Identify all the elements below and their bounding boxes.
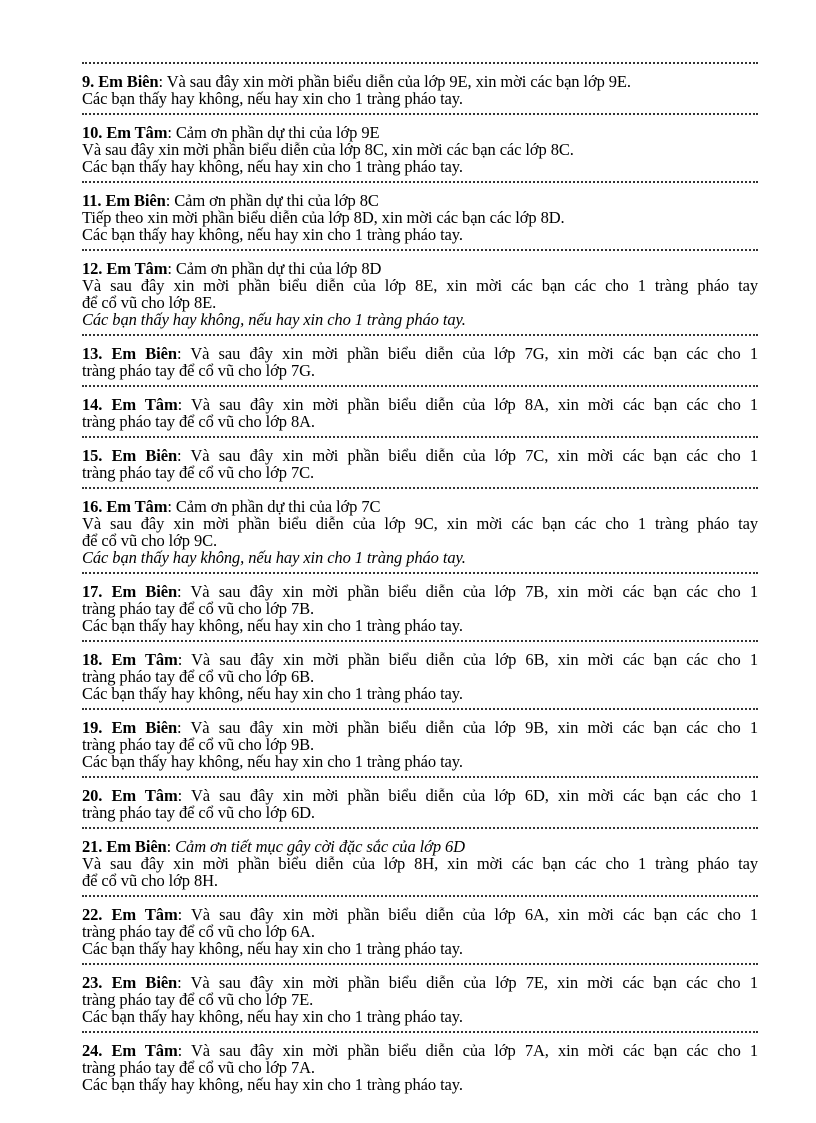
script-entry <box>82 889 758 957</box>
line-text: Các bạn thấy hay không, nếu hay xin cho 1 tràng pháo tay. <box>82 89 463 108</box>
line-text: tràng pháo tay để cổ vũ cho lớp 7B. <box>82 599 315 618</box>
script-line <box>82 617 758 634</box>
line-text: Cảm ơn phần dự thi của lớp 8C <box>174 191 379 210</box>
speaker-name: Em Biên <box>111 344 177 363</box>
line-text: để cổ vũ cho lớp 8E. <box>82 293 217 312</box>
line-text: Cảm ơn phần dự thi của lớp 9E <box>175 123 380 142</box>
line-text: Các bạn thấy hay không, nếu hay xin cho 1 tràng pháo tay. <box>82 1007 463 1026</box>
script-line <box>82 668 758 685</box>
entry-number: 13. <box>82 344 103 363</box>
script-line <box>82 464 758 481</box>
line-text: Các bạn thấy hay không, nếu hay xin cho 1 tràng pháo tay. <box>82 939 463 958</box>
speaker-name: Em Tâm <box>106 259 168 278</box>
line-text: Và sau đây xin mời phần biểu diễn của lớp 7B, xin mời các bạn các cho 1 <box>190 582 758 601</box>
line-text: tràng pháo tay để cổ vũ cho lớp 8A. <box>82 412 315 431</box>
script-entry <box>82 56 758 107</box>
line-text: Và sau đây xin mời phần biểu diễn của lớp 8C, xin mời các bạn các lớp 8C. <box>82 140 574 159</box>
dotted-separator <box>82 430 758 447</box>
line-text: tràng pháo tay để cổ vũ cho lớp 9B. <box>82 735 315 754</box>
speaker-name: Em Biên <box>111 446 178 465</box>
speaker-name: Em Tâm <box>111 905 178 924</box>
script-line <box>82 753 758 770</box>
line-text: Các bạn thấy hay không, nếu hay xin cho 1 tràng pháo tay. <box>82 225 463 244</box>
script-line <box>82 685 758 702</box>
script-entry <box>82 1025 758 1093</box>
script-line: 24. Em Tâm: Và sau đây xin mời phần biểu diễn của lớp 7A, xin mời các bạn các cho 1 <box>82 1041 759 1060</box>
script-line: 21. Em Biên: Cảm ơn tiết mục gây cời đặc sắc của lớp 6D <box>82 837 465 856</box>
script-entry <box>82 328 758 379</box>
dotted-separator <box>82 379 758 396</box>
entry-number: 16. <box>82 497 103 516</box>
dotted-separator <box>82 328 758 345</box>
speaker-name: Em Biên <box>111 973 178 992</box>
line-text: Và sau đây xin mời phần biểu diễn của lớp 7A, xin mời các bạn các cho 1 <box>190 1041 759 1060</box>
line-text: Cảm ơn tiết mục gây cời đặc sắc của lớp 6D <box>175 837 465 856</box>
script-line <box>82 855 758 872</box>
script-line: 22. Em Tâm: Và sau đây xin mời phần biểu diễn của lớp 6A, xin mời các bạn các cho 1 <box>82 905 759 924</box>
entry-number: 12. <box>82 259 103 278</box>
script-line <box>82 362 758 379</box>
script-entry <box>82 107 758 175</box>
entry-number: 20. <box>82 786 103 805</box>
line-text: Tiếp theo xin mời phần biểu diễn của lớp 8D, xin mời các bạn các lớp 8D. <box>82 208 565 227</box>
line-text: Các bạn thấy hay không, nếu hay xin cho 1 tràng pháo tay. <box>82 1075 463 1094</box>
line-text: tràng pháo tay để cổ vũ cho lớp 7C. <box>82 463 315 482</box>
line-text: tràng pháo tay để cổ vũ cho lớp 6B. <box>82 667 315 686</box>
script-entry <box>82 821 758 889</box>
line-text: Cảm ơn phần dự thi của lớp 7C <box>175 497 381 516</box>
script-line <box>82 1076 758 1093</box>
line-text: Các bạn thấy hay không, nếu hay xin cho 1 tràng pháo tay. <box>82 310 466 329</box>
script-line <box>82 736 758 753</box>
script-line <box>82 141 758 158</box>
dotted-separator <box>82 821 758 838</box>
script-line <box>82 90 758 107</box>
script-line: 11. Em Biên: Cảm ơn phần dự thi của lớp 8C <box>82 191 379 210</box>
entry-number: 15. <box>82 446 103 465</box>
dotted-separator <box>82 634 758 651</box>
line-text: tràng pháo tay để cổ vũ cho lớp 7G. <box>82 361 315 380</box>
line-text: Và sau đây xin mời phần biểu diễn của lớp 6D, xin mời các bạn các cho 1 <box>190 786 759 805</box>
document-body <box>82 56 758 1093</box>
script-line: 23. Em Biên: Và sau đây xin mời phần biểu diễn của lớp 7E, xin mời các bạn các cho 1 <box>82 973 758 992</box>
script-line: 14. Em Tâm: Và sau đây xin mời phần biểu diễn của lớp 8A, xin mời các bạn các cho 1 <box>82 395 759 414</box>
dotted-separator <box>82 957 758 974</box>
dotted-separator <box>82 1025 758 1042</box>
script-line: 9. Em Biên: Và sau đây xin mời phần biểu diễn của lớp 9E, xin mời các bạn lớp 9E. <box>82 72 631 91</box>
entry-number: 9. <box>82 72 95 91</box>
script-line: 20. Em Tâm: Và sau đây xin mời phần biểu diễn của lớp 6D, xin mời các bạn các cho 1 <box>82 786 759 805</box>
speaker-name: Em Biên <box>98 72 159 91</box>
entry-number: 22. <box>82 905 103 924</box>
entry-number: 23. <box>82 973 103 992</box>
script-line <box>82 1059 758 1076</box>
line-text: tràng pháo tay để cổ vũ cho lớp 6D. <box>82 803 315 822</box>
line-text: tràng pháo tay để cổ vũ cho lớp 7A. <box>82 1058 315 1077</box>
script-line: 18. Em Tâm: Và sau đây xin mời phần biểu diễn của lớp 6B, xin mời các bạn các cho 1 <box>82 650 759 669</box>
script-line: 13. Em Biên: Và sau đây xin mời phần biểu diễn của lớp 7G, xin mời các bạn các cho 1 <box>82 344 758 363</box>
script-entry <box>82 770 758 821</box>
script-entry <box>82 243 758 328</box>
script-line: 12. Em Tâm: Cảm ơn phần dự thi của lớp 8D <box>82 259 382 278</box>
script-line <box>82 923 758 940</box>
script-line <box>82 991 758 1008</box>
speaker-name: Em Tâm <box>106 123 168 142</box>
script-line <box>82 600 758 617</box>
line-text: Các bạn thấy hay không, nếu hay xin cho 1 tràng pháo tay. <box>82 616 463 635</box>
script-line: 17. Em Biên: Và sau đây xin mời phần biểu diễn của lớp 7B, xin mời các bạn các cho 1 <box>82 582 758 601</box>
entry-number: 14. <box>82 395 103 414</box>
speaker-name: Em Tâm <box>111 786 178 805</box>
script-line: 16. Em Tâm: Cảm ơn phần dự thi của lớp 7C <box>82 497 381 516</box>
line-text: Và sau đây xin mời phần biểu diễn của lớp 8A, xin mời các bạn các cho 1 <box>190 395 759 414</box>
dotted-separator <box>82 243 758 260</box>
script-line <box>82 209 758 226</box>
entry-number: 18. <box>82 650 103 669</box>
script-line <box>82 294 758 311</box>
line-text: Các bạn thấy hay không, nếu hay xin cho 1 tràng pháo tay. <box>82 157 463 176</box>
script-entry <box>82 957 758 1025</box>
script-entry <box>82 379 758 430</box>
line-text: Và sau đây xin mời phần biểu diễn của lớp 9C, xin mời các bạn các cho 1 tràng pháo tay <box>82 514 758 533</box>
line-text: Các bạn thấy hay không, nếu hay xin cho 1 tràng pháo tay. <box>82 752 463 771</box>
script-line <box>82 158 758 175</box>
line-text: Và sau đây xin mời phần biểu diễn của lớp 6B, xin mời các bạn các cho 1 <box>191 650 759 669</box>
script-line: 15. Em Biên: Và sau đây xin mời phần biểu diễn của lớp 7C, xin mời các bạn các cho 1 <box>82 446 758 465</box>
entry-number: 19. <box>82 718 103 737</box>
line-text: Và sau đây xin mời phần biểu diễn của lớp 7G, xin mời các bạn các cho 1 <box>190 344 758 363</box>
speaker-name: Em Biên <box>111 582 178 601</box>
script-line <box>82 549 758 566</box>
script-line: 10. Em Tâm: Cảm ơn phần dự thi của lớp 9E <box>82 123 380 142</box>
entry-number: 10. <box>82 123 103 142</box>
line-text: Và sau đây xin mời phần biểu diễn của lớp 8H, xin mời các bạn các cho 1 tràng pháo tay <box>82 854 758 873</box>
script-entry <box>82 634 758 702</box>
line-text: Và sau đây xin mời phần biểu diễn của lớp 9E, xin mời các bạn lớp 9E. <box>166 72 631 91</box>
dotted-separator <box>82 481 758 498</box>
script-line <box>82 311 758 328</box>
script-line <box>82 940 758 957</box>
script-line <box>82 872 758 889</box>
line-text: tràng pháo tay để cổ vũ cho lớp 7E. <box>82 990 314 1009</box>
speaker-name: Em Biên <box>105 191 166 210</box>
speaker-name: Em Biên <box>111 718 178 737</box>
line-text: Các bạn thấy hay không, nếu hay xin cho 1 tràng pháo tay. <box>82 548 466 567</box>
dotted-separator <box>82 56 758 73</box>
script-entry <box>82 566 758 634</box>
script-line <box>82 515 758 532</box>
script-line <box>82 804 758 821</box>
speaker-name: Em Tâm <box>106 497 168 516</box>
script-line <box>82 277 758 294</box>
dotted-separator <box>82 566 758 583</box>
line-text: Và sau đây xin mời phần biểu diễn của lớp 8E, xin mời các bạn các cho 1 tràng pháo tay <box>82 276 758 295</box>
dotted-separator <box>82 107 758 124</box>
line-text: để cổ vũ cho lớp 9C. <box>82 531 218 550</box>
line-text: Các bạn thấy hay không, nếu hay xin cho 1 tràng pháo tay. <box>82 684 463 703</box>
dotted-separator <box>82 889 758 906</box>
script-line <box>82 532 758 549</box>
script-entry <box>82 702 758 770</box>
dotted-separator <box>82 702 758 719</box>
script-entry <box>82 481 758 566</box>
entry-number: 24. <box>82 1041 103 1060</box>
line-text: Cảm ơn phần dự thi của lớp 8D <box>175 259 382 278</box>
line-text: Và sau đây xin mời phần biểu diễn của lớp 7E, xin mời các bạn các cho 1 <box>190 973 758 992</box>
script-entry <box>82 175 758 243</box>
entry-number: 21. <box>82 837 103 856</box>
line-text: Và sau đây xin mời phần biểu diễn của lớp 9B, xin mời các bạn các cho 1 <box>190 718 758 737</box>
speaker-name: Em Tâm <box>111 395 178 414</box>
dotted-separator <box>82 770 758 787</box>
script-line <box>82 413 758 430</box>
speaker-name: Em Tâm <box>111 1041 178 1060</box>
line-text: Và sau đây xin mời phần biểu diễn của lớp 7C, xin mời các bạn các cho 1 <box>190 446 758 465</box>
line-text: tràng pháo tay để cổ vũ cho lớp 6A. <box>82 922 315 941</box>
speaker-name: Em Biên <box>106 837 167 856</box>
script-line <box>82 1008 758 1025</box>
script-line: 19. Em Biên: Và sau đây xin mời phần biểu diễn của lớp 9B, xin mời các bạn các cho 1 <box>82 718 758 737</box>
line-text: để cổ vũ cho lớp 8H. <box>82 871 218 890</box>
script-line <box>82 226 758 243</box>
line-text: Và sau đây xin mời phần biểu diễn của lớp 6A, xin mời các bạn các cho 1 <box>190 905 759 924</box>
entry-number: 11. <box>82 191 102 210</box>
dotted-separator <box>82 175 758 192</box>
script-entry <box>82 430 758 481</box>
speaker-name: Em Tâm <box>111 650 178 669</box>
entry-number: 17. <box>82 582 103 601</box>
